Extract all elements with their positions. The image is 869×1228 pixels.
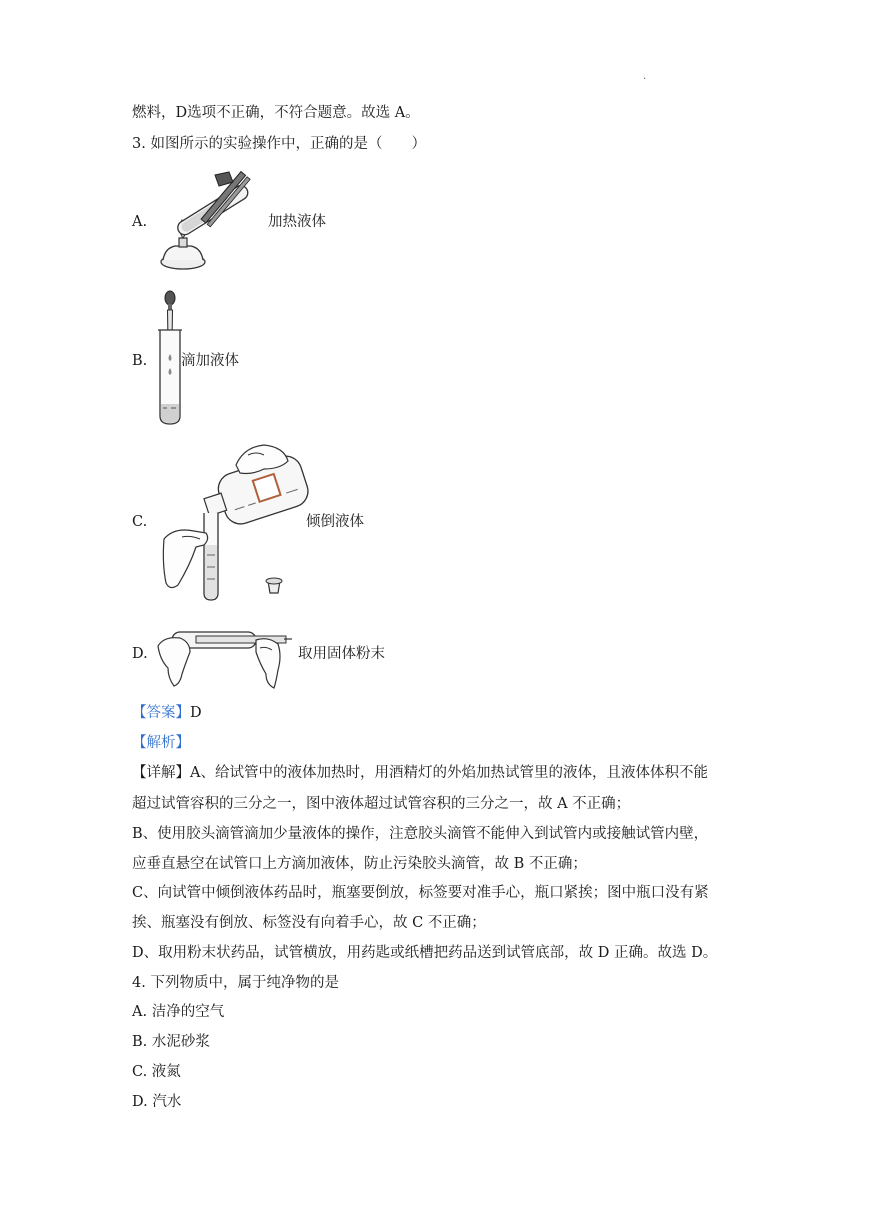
detail-line: C、向试管中倾倒液体药品时，瓶塞要倒放，标签要对准手心，瓶口紧挨；图中瓶口没有紧 (132, 885, 709, 901)
option-b-caption: 滴加液体 (181, 353, 239, 369)
option-c-letter: C. (132, 514, 148, 530)
option-d-letter: D. (132, 646, 148, 662)
detail-line: 【详解】A、给试管中的液体加热时，用酒精灯的外焰加热试管里的液体，且液体体积不能 (132, 765, 708, 781)
pouring-liquid-figure (160, 435, 310, 605)
question-4-option: D. 汽水 (132, 1094, 182, 1110)
option-a-caption: 加热液体 (268, 214, 326, 230)
answer-label: 【答案】 (132, 705, 190, 721)
previous-explanation-tail: 燃料，D选项不正确，不符合题意。故选 A。 (132, 105, 420, 121)
option-c-caption: 倾倒液体 (306, 514, 364, 530)
detail-line: 挨、瓶塞没有倒放、标签没有向着手心，故 C 不正确； (132, 915, 486, 931)
detail-line: 应垂直悬空在试管口上方滴加液体，防止污染胶头滴管，故 B 不正确； (132, 856, 587, 872)
heating-liquid-figure (155, 170, 260, 275)
question-4-option: C. 液氮 (132, 1064, 181, 1080)
question-3-stem: 3. 如图所示的实验操作中，正确的是（ ） (132, 136, 426, 152)
question-4-option: A. 洁净的空气 (132, 1004, 225, 1020)
question-4-stem: 4. 下列物质中，属于纯净物的是 (132, 975, 339, 991)
powder-paper-figure (156, 618, 296, 690)
option-a-letter: A. (132, 214, 148, 230)
detail-line: B、使用胶头滴管滴加少量液体的操作，注意胶头滴管不能伸入到试管内或接触试管内壁， (132, 826, 709, 842)
option-d-caption: 取用固体粉末 (298, 646, 385, 662)
analysis-label: 【解析】 (132, 735, 190, 751)
option-b-letter: B. (132, 353, 148, 369)
detail-line: 超过试管容积的三分之一，图中液体超过试管容积的三分之一，故 A 不正确； (132, 796, 631, 812)
answer-value: D (190, 705, 202, 721)
header-mark: · (643, 74, 647, 85)
answer-line (132, 703, 202, 723)
detail-line: D、取用粉末状药品，试管横放，用药匙或纸槽把药品送到试管底部，故 D 正确。故选 D。 (132, 945, 718, 961)
question-4-option: B. 水泥砂浆 (132, 1034, 210, 1050)
